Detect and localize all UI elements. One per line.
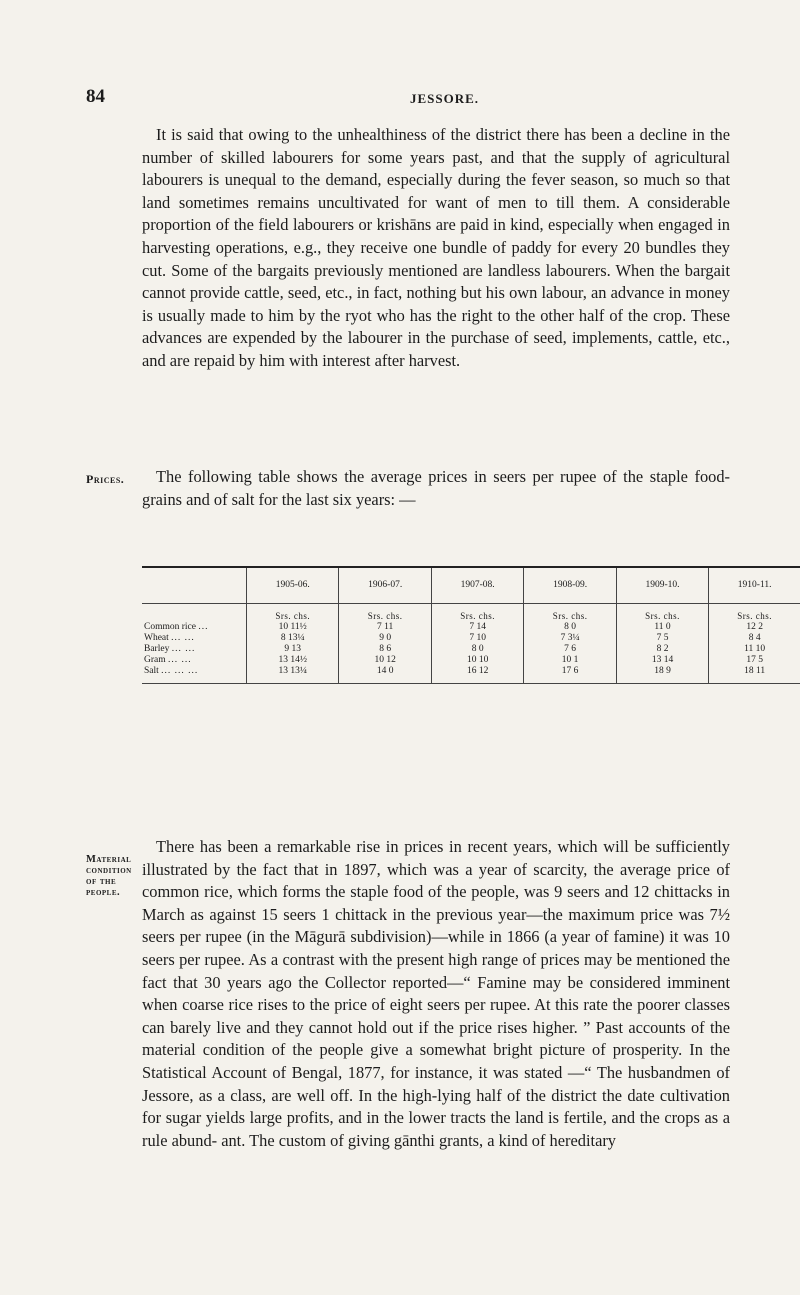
table-cell: 17 6 — [524, 666, 616, 684]
table-cell: 13 14 — [616, 655, 708, 666]
table-cell: 17 5 — [709, 655, 800, 666]
table-unit-label: Srs. chs. — [431, 603, 523, 622]
table-row-label — [142, 633, 247, 644]
table-cell: 9 0 — [339, 633, 431, 644]
table-cell: 10 12 — [339, 655, 431, 666]
table-header-year: 1906-07. — [339, 567, 431, 603]
crop-name: Salt — [144, 665, 159, 676]
crop-name: Wheat — [144, 632, 169, 643]
table-row-label — [142, 655, 247, 666]
table-cell: 16 12 — [431, 666, 523, 684]
table-header-year: 1909-10. — [616, 567, 708, 603]
table-cell: 11 10 — [709, 644, 800, 655]
table-cell: 9 13 — [247, 644, 339, 655]
table-cell: 7 14 — [431, 622, 523, 633]
running-head: JESSORE. — [410, 91, 480, 106]
paragraph-text: The following table shows the average prices in seers per rupee of the staple food-grains and of salt for the last six years: — — [142, 467, 730, 509]
table-cell: 13 14½ — [247, 655, 339, 666]
table-cell: 11 0 — [616, 622, 708, 633]
paragraph-prices — [142, 466, 730, 511]
table-header-year: 1908-09. — [524, 567, 616, 603]
paragraph-text: It is said that owing to the unhealthiness of the district there has been a decline in the number of skilled labourers for some years past, and that the supply of agricultural labourers is unequal to the demand, especially during the fever season, so much so that land sometimes remains uncultivated for want of men to till them. A considerable proportion of the field labourers or krishāns are paid in kind, especially when engaged in harvesting operations, e.g., they receive one bundle of paddy for every 20 bundles they cut. Some of the bargaits previously mentioned are landless labourers. When the bargait cannot provide cattle, seed, etc., in fact, nothing but his own labour, an advance in money is usually made to him by the ryot who has the right to the other half of the crop. These advances are expended by the labourer in the purchase of seed, implements, cattle, etc., and are repaid by him with interest after harvest. — [142, 125, 730, 370]
paragraph-price-rise — [142, 836, 730, 1152]
paragraph-labour — [142, 124, 730, 373]
table-unit-label: Srs. chs. — [339, 603, 431, 622]
table-row-label — [142, 644, 247, 655]
margin-note-line: people. — [86, 887, 121, 898]
table-cell: 10 1 — [524, 655, 616, 666]
table-row-label — [142, 666, 247, 684]
table-cell: 7 10 — [431, 633, 523, 644]
table-cell: 8 0 — [524, 622, 616, 633]
table-cell: 13 13¼ — [247, 666, 339, 684]
table-row — [142, 633, 800, 644]
leader-dots: ... ... ... — [161, 665, 199, 676]
table-row-label — [142, 622, 247, 633]
table-cell: 8 0 — [431, 644, 523, 655]
crop-name: Common rice — [144, 621, 196, 632]
table-unit-label: Srs. chs. — [616, 603, 708, 622]
table-cell: 8 13¼ — [247, 633, 339, 644]
table-header-blank — [142, 567, 247, 603]
table-cell: 18 9 — [616, 666, 708, 684]
table-cell: 10 11½ — [247, 622, 339, 633]
margin-note-line: condition — [86, 865, 132, 876]
table-cell: 8 6 — [339, 644, 431, 655]
table-row — [142, 644, 800, 655]
crop-name: Barley — [144, 643, 170, 654]
table-cell-blank — [142, 603, 247, 622]
table-header-year: 1907-08. — [431, 567, 523, 603]
table-cell: 8 2 — [616, 644, 708, 655]
table-cell: 12 2 — [709, 622, 800, 633]
table-row — [142, 622, 800, 633]
table-cell: 7 11 — [339, 622, 431, 633]
table-row — [142, 655, 800, 666]
leader-dots: ... ... — [171, 643, 196, 654]
table-cell: 18 11 — [709, 666, 800, 684]
leader-dots: ... ... — [168, 654, 192, 665]
table-cell: 14 0 — [339, 666, 431, 684]
margin-note-line: of the — [86, 876, 117, 887]
table-cell: 8 4 — [709, 633, 800, 644]
table-unit-label: Srs. chs. — [524, 603, 616, 622]
leader-dots: ... — [198, 621, 209, 632]
prices-table — [142, 566, 800, 684]
table-cell: 7 3¼ — [524, 633, 616, 644]
table-header-row — [142, 567, 800, 603]
table-cell: 10 10 — [431, 655, 523, 666]
table-row — [142, 666, 800, 684]
page-number: 84 — [86, 86, 105, 107]
table-unit-label: Srs. chs. — [709, 603, 800, 622]
table-unit-label: Srs. chs. — [247, 603, 339, 622]
margin-note-prices: Prices. — [86, 472, 125, 486]
margin-note-material-condition — [86, 854, 146, 898]
table-cell: 7 6 — [524, 644, 616, 655]
table-header-year: 1905-06. — [247, 567, 339, 603]
table-cell: 7 5 — [616, 633, 708, 644]
table-header-year: 1910-11. — [709, 567, 800, 603]
table-unit-row — [142, 603, 800, 622]
leader-dots: ... ... — [171, 632, 195, 643]
crop-name: Gram — [144, 654, 166, 665]
margin-note-line: Material — [86, 854, 132, 865]
paragraph-text: There has been a remarkable rise in prices in recent years, which will be sufficiently illustrated by the fact that in 1897, which was a year of scarcity, the average price of common rice, which forms the staple food of the people, was 9 seers and 12 chittacks in March as against 15 seers 1 chittack in the previous year—the maximum price was 7½ seers per rupee (in the Māgurā subdivision)—while in 1866 (a year of famine) it was 10 seers per rupee. As a contrast with the present high range of prices may be mentioned the fact that 30 years ago the Collector reported—“ Famine may be considered imminent when coarse rice rises to the price of eight seers per rupee. At this rate the poorer classes can barely live and they cannot hold out if the price rises higher. ” Past accounts of the material condition of the people give a somewhat bright picture of prosperity. In the Statistical Account of Bengal, 1877, for instance, it was stated —“ The husbandmen of Jessore, as a class, are well off. In the high-lying half of the district the date cultivation for sugar yields large profits, and in the lower tracts the land is fertile, and the crops as a rule abund- ant. The custom of giving gānthi grants, a kind of hereditary — [142, 837, 730, 1150]
